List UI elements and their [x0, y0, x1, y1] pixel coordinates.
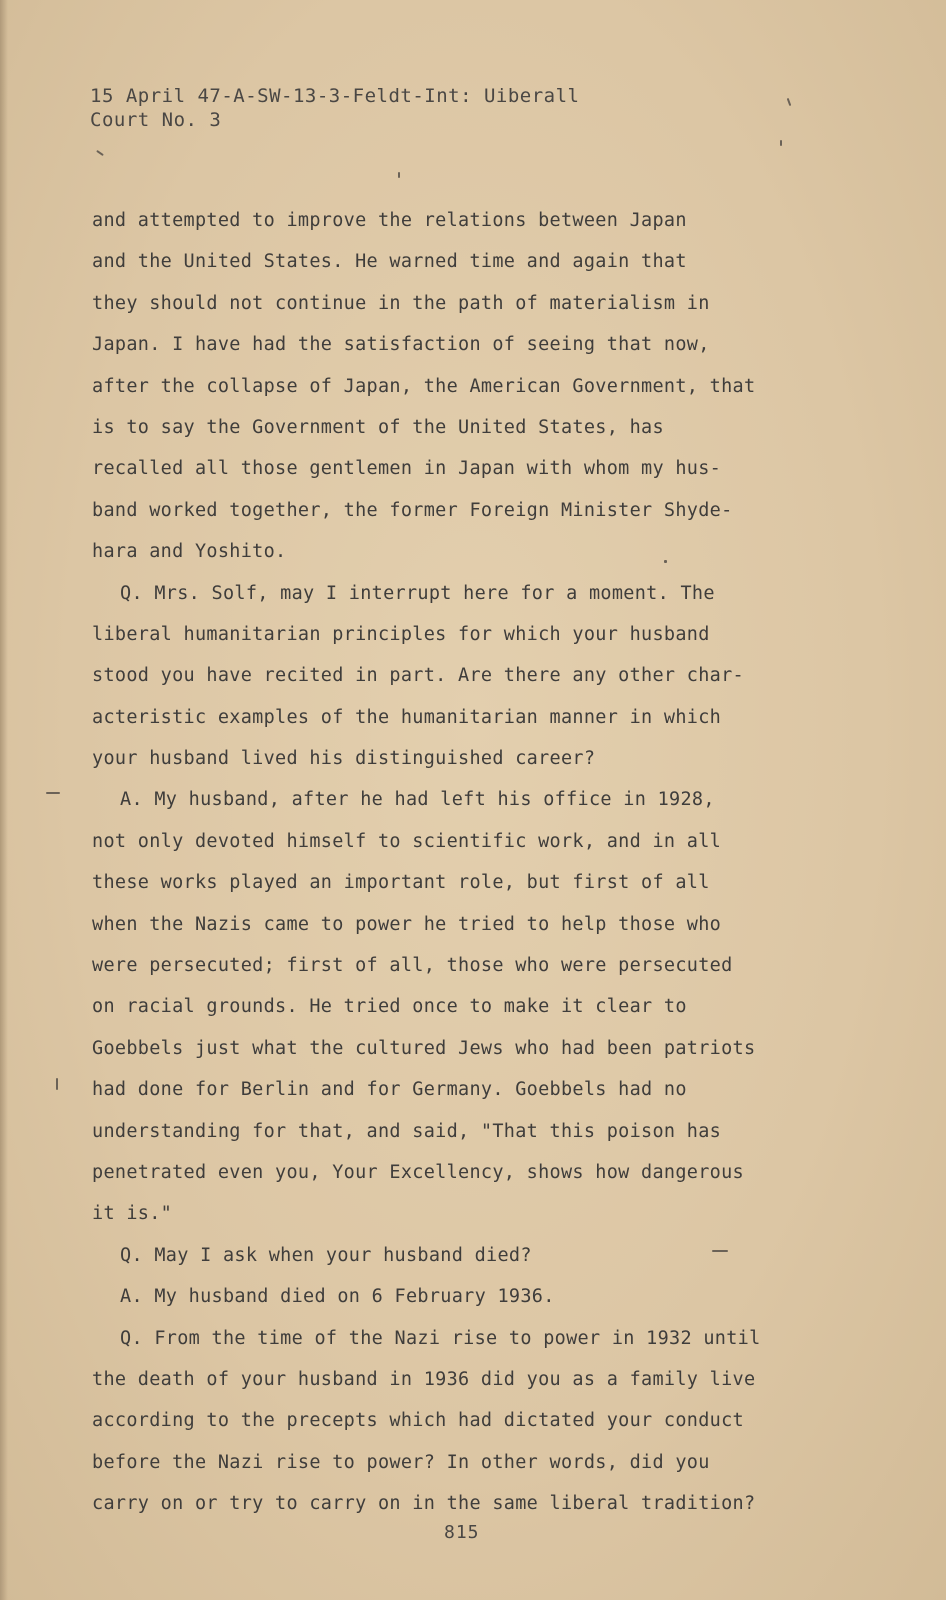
paper-speck — [56, 1078, 58, 1090]
transcript-body — [92, 200, 822, 1525]
transcript-line: liberal humanitarian principles for which your husband — [92, 623, 710, 645]
paper-speck — [712, 1250, 728, 1252]
transcript-line: Q. Mrs. Solf, may I interrupt here for a moment. The — [120, 582, 715, 604]
transcript-line: before the Nazi rise to power? In other words, did you — [92, 1451, 710, 1473]
transcript-line: stood you have recited in part. Are there any other char- — [92, 665, 744, 687]
transcript-line: not only devoted himself to scientific work, and in all — [92, 830, 722, 852]
paper-speck — [46, 792, 60, 794]
transcript-line: Japan. I have had the satisfaction of seeing that now, — [92, 334, 710, 356]
transcript-line: when the Nazis came to power he tried to help those who — [92, 913, 722, 935]
transcript-line: recalled all those gentlemen in Japan with whom my hus- — [92, 458, 722, 480]
paper-speck — [780, 140, 782, 146]
transcript-line: they should not continue in the path of materialism in — [92, 292, 710, 314]
transcript-line: according to the precepts which had dictated your conduct — [92, 1410, 744, 1432]
transcript-line: these works played an important role, but first of all — [92, 872, 710, 894]
transcript-line: it is." — [92, 1203, 173, 1225]
paper-speck — [96, 150, 104, 156]
transcript-line: were persecuted; first of all, those who were persecuted — [92, 955, 733, 977]
transcript-line: and the United States. He warned time and again that — [92, 251, 687, 273]
transcript-line: your husband lived his distinguished career? — [92, 748, 596, 770]
transcript-line: is to say the Government of the United States, has — [92, 416, 664, 438]
paper-speck — [787, 98, 792, 106]
document-header — [90, 84, 580, 132]
paper-speck — [664, 560, 667, 563]
transcript-line: A. My husband, after he had left his office in 1928, — [120, 789, 715, 811]
page-edge-shadow — [0, 0, 8, 1600]
transcript-line: band worked together, the former Foreign Minister Shyde- — [92, 499, 733, 521]
transcript-line: A. My husband died on 6 February 1936. — [120, 1286, 555, 1308]
transcript-line: the death of your husband in 1936 did you as a family live — [92, 1368, 756, 1390]
transcript-line: understanding for that, and said, "That this poison has — [92, 1120, 722, 1142]
transcript-line: hara and Yoshito. — [92, 541, 287, 563]
page-number: 815 — [444, 1522, 480, 1543]
transcript-line: Goebbels just what the cultured Jews who had been patriots — [92, 1037, 756, 1059]
transcript-line: Q. May I ask when your husband died? — [120, 1244, 532, 1266]
transcript-line: Q. From the time of the Nazi rise to power in 1932 until — [120, 1327, 761, 1349]
transcript-line: penetrated even you, Your Excellency, shows how dangerous — [92, 1161, 744, 1183]
transcript-line: carry on or try to carry on in the same liberal tradition? — [92, 1493, 756, 1515]
header-line-1: 15 April 47-A-SW-13-3-Feldt-Int: Uiberall — [90, 85, 580, 107]
transcript-line: had done for Berlin and for Germany. Goebbels had no — [92, 1079, 687, 1101]
transcript-line: and attempted to improve the relations between Japan — [92, 210, 687, 231]
paper-speck — [398, 172, 400, 178]
transcript-line: after the collapse of Japan, the American Government, that — [92, 375, 756, 397]
transcript-line: acteristic examples of the humanitarian manner in which — [92, 706, 722, 728]
transcript-line: on racial grounds. He tried once to make it clear to — [92, 996, 687, 1018]
header-line-2: Court No. 3 — [90, 109, 222, 131]
